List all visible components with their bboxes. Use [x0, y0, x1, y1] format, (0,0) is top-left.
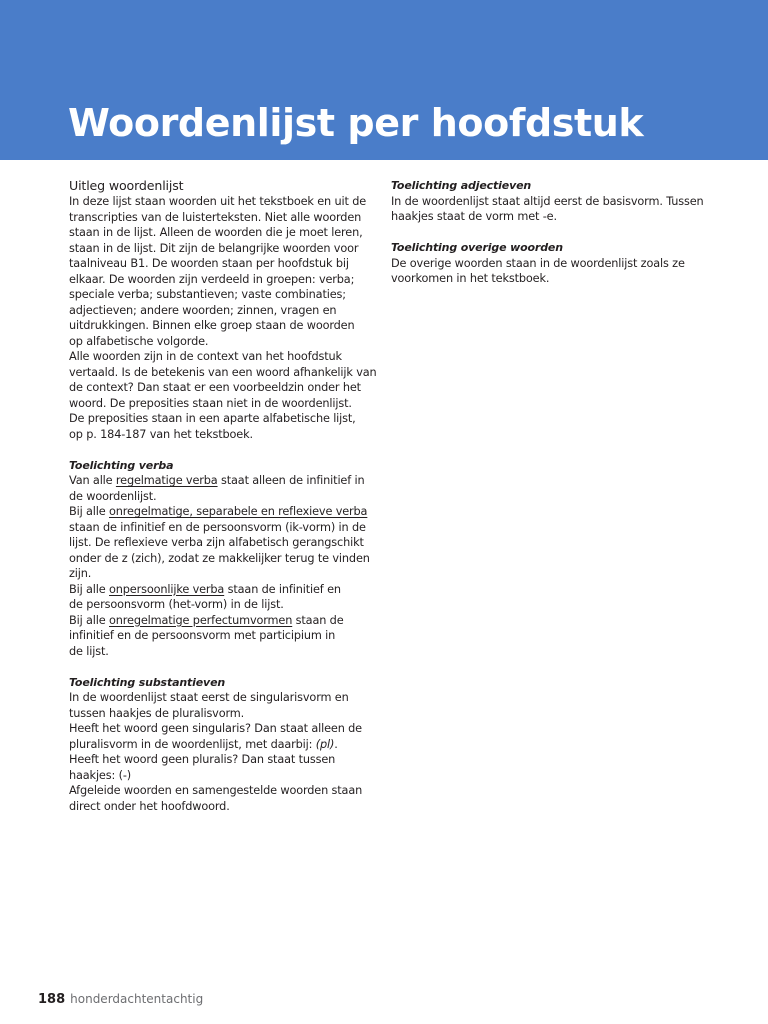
- page-footer: [38, 992, 203, 1007]
- uitleg-line: elkaar. De woorden zijn verdeeld in groepen: verba;: [69, 272, 355, 286]
- verba-line: staan de infinitief en de persoonsvorm (ik-vorm) in de: [69, 520, 366, 534]
- substantieven-line: [69, 737, 365, 753]
- overige-section: [391, 240, 701, 287]
- verba-line: [69, 473, 365, 489]
- adjectieven-line: haakjes staat de vorm met -e.: [391, 210, 557, 223]
- uitleg-section: [69, 178, 377, 442]
- substantieven-line: Heeft het woord geen singularis? Dan staat alleen de: [69, 722, 362, 735]
- verba-line: infinitief en de persoonsvorm met participium in: [69, 629, 336, 642]
- right-column: [391, 178, 704, 287]
- underlined-term: onpersoonlijke verba: [109, 582, 225, 596]
- verba-line: [69, 613, 365, 629]
- overige-title: Toelichting overige woorden: [391, 241, 563, 254]
- uitleg-line: op alfabetische volgorde.: [69, 334, 209, 348]
- text: staat alleen de infinitief in: [217, 474, 365, 487]
- uitleg-line: op p. 184-187 van het tekstboek.: [69, 427, 253, 441]
- page-number: 188: [38, 992, 66, 1007]
- substantieven-line: direct onder het hoofdwoord.: [69, 799, 230, 813]
- verba-title: Toelichting verba: [69, 458, 174, 472]
- left-column: [69, 178, 377, 814]
- text: pluralisvorm in de woordenlijst, met daarbij:: [69, 737, 316, 751]
- plural-marker: (pl): [315, 737, 335, 751]
- adjectieven-section: [391, 178, 704, 225]
- uitleg-line: taalniveau B1. De woorden staan per hoofdstuk bij: [69, 257, 349, 270]
- page-title: Woordenlijst per hoofdstuk: [68, 101, 644, 145]
- verba-line: zijn.: [69, 567, 92, 580]
- verba-line: de persoonsvorm (het-vorm) in de lijst.: [69, 598, 284, 611]
- page-number-words: honderdachtentachtig: [70, 992, 204, 1006]
- uitleg-line: de context? Dan staat er een voorbeeldzin onder het: [69, 381, 361, 394]
- substantieven-line: In de woordenlijst staat eerst de singularisvorm en: [69, 691, 349, 704]
- overige-line: De overige woorden staan in de woordenlijst zoals ze: [391, 256, 685, 270]
- verba-line: onder de z (zich), zodat ze makkelijker terug te vinden: [69, 551, 370, 565]
- uitleg-line: De preposities staan in een aparte alfabetische lijst,: [69, 412, 356, 425]
- verba-line: de woordenlijst.: [69, 489, 157, 503]
- uitleg-line: vertaald. Is de betekenis van een woord afhankelijk van: [69, 365, 377, 379]
- underlined-term: regelmatige verba: [115, 474, 218, 487]
- substantieven-section: [69, 675, 365, 815]
- text: staan de: [292, 613, 344, 627]
- substantieven-line: haakjes: (-): [69, 768, 132, 782]
- uitleg-title: Uitleg woordenlijst: [69, 178, 184, 193]
- uitleg-line: staan in de lijst. Alleen de woorden die je moet leren,: [69, 226, 363, 239]
- verba-line: [69, 582, 365, 598]
- uitleg-line: Alle woorden zijn in de context van het hoofdstuk: [69, 350, 342, 363]
- uitleg-line: speciale verba; substantieven; vaste combinaties;: [69, 288, 346, 301]
- underlined-term: onregelmatige, separabele en reflexieve verba: [109, 505, 368, 518]
- uitleg-line: uitdrukkingen. Binnen elke groep staan de woorden: [69, 319, 355, 332]
- adjectieven-line: In de woordenlijst staat altijd eerst de basisvorm. Tussen: [391, 194, 704, 208]
- overige-line: voorkomen in het tekstboek.: [391, 272, 550, 285]
- verba-section: [69, 458, 370, 660]
- text: staan de infinitief en: [224, 582, 341, 596]
- substantieven-line: tussen haakjes de pluralisvorm.: [69, 706, 245, 720]
- uitleg-line: transcripties van de luisterteksten. Niet alle woorden: [69, 210, 362, 224]
- text: Van alle: [69, 474, 116, 487]
- adjectieven-title: Toelichting adjectieven: [391, 179, 532, 192]
- text: Bij alle: [69, 505, 110, 518]
- uitleg-line: In deze lijst staan woorden uit het tekstboek en uit de: [69, 195, 367, 208]
- verba-line: de lijst.: [69, 644, 109, 658]
- text: .: [334, 737, 338, 751]
- underlined-term: onregelmatige perfectumvormen: [109, 613, 293, 627]
- uitleg-line: adjectieven; andere woorden; zinnen, vragen en: [69, 303, 337, 317]
- header-banner: [0, 0, 768, 160]
- uitleg-line: woord. De preposities staan niet in de woordenlijst.: [69, 396, 352, 410]
- verba-line: lijst. De reflexieve verba zijn alfabetisch gerangschikt: [69, 536, 364, 549]
- uitleg-line: staan in de lijst. Dit zijn de belangrijke woorden voor: [69, 241, 359, 255]
- substantieven-line: Afgeleide woorden en samengestelde woorden staan: [69, 784, 363, 797]
- verba-line: [69, 504, 368, 520]
- substantieven-line: Heeft het woord geen pluralis? Dan staat tussen: [69, 753, 336, 766]
- text: Bij alle: [69, 582, 110, 596]
- text: Bij alle: [69, 613, 110, 627]
- substantieven-title: Toelichting substantieven: [69, 675, 226, 689]
